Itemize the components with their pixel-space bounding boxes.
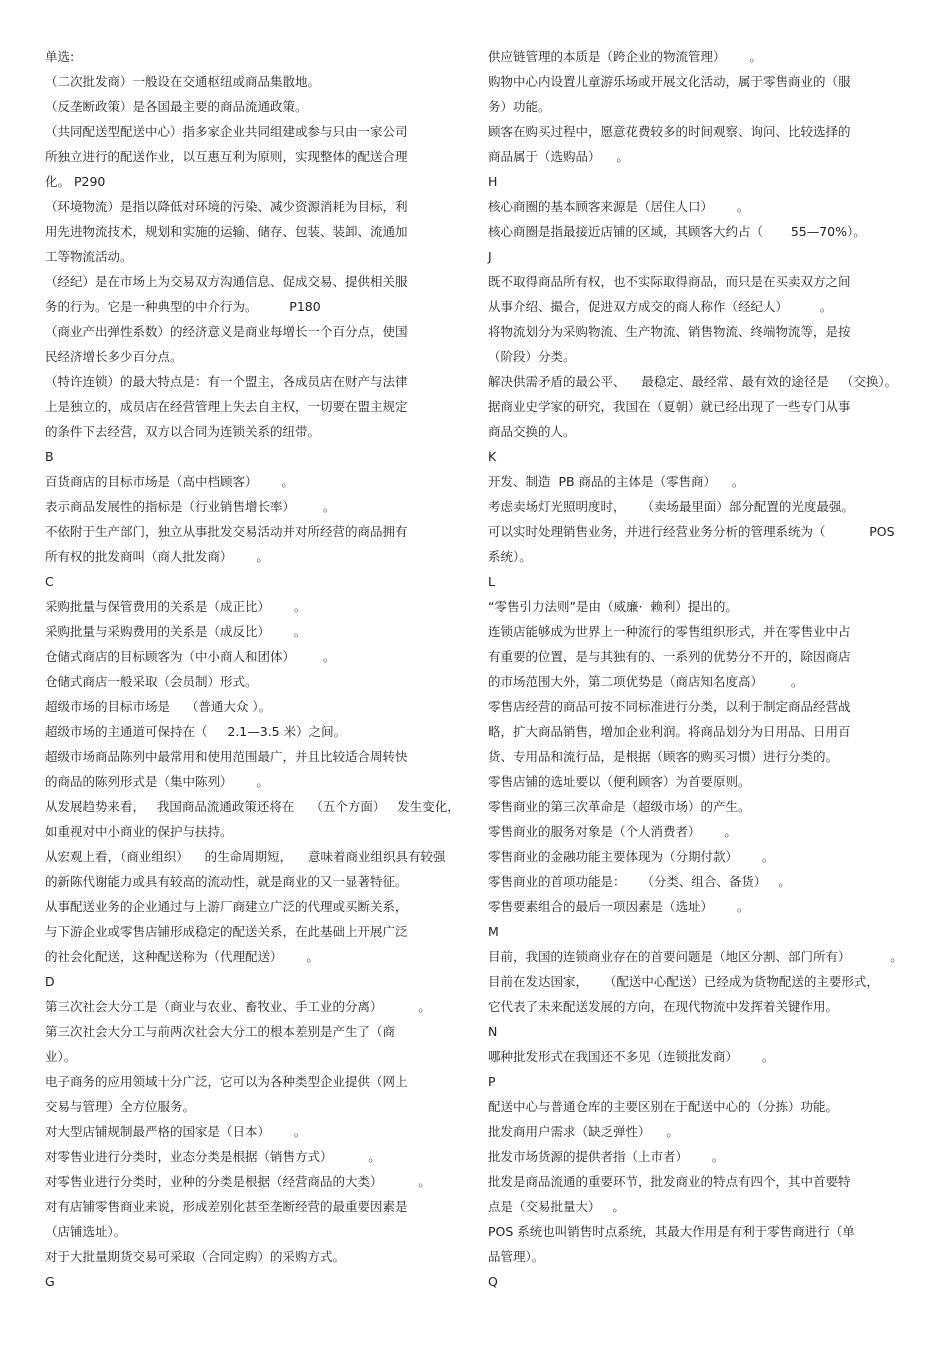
text-line: J: [488, 249, 492, 264]
text-line: 零售商业的第三次革命是（超级市场）的产生。: [488, 799, 751, 814]
text-line: M: [488, 924, 499, 939]
text-line: “零售引力法则”是由（威廉· 赖利）提出的。: [488, 599, 738, 614]
text-line: 的新陈代谢能力或具有较高的流动性，就是商业的又一显著特征。: [45, 874, 408, 889]
text-line: 单选:: [45, 49, 75, 64]
text-line: 如重视对中小商业的保护与扶持。: [45, 824, 233, 839]
text-line: 的社会化配送，这种配送称为（代理配送） 。: [45, 949, 319, 964]
text-line: 配送中心与普通仓库的主要区别在于配送中心的（分拣）功能。: [488, 1099, 839, 1114]
text-line: （店铺选址）。: [45, 1224, 127, 1239]
text-line: 采购批量与采购费用的关系是（成反比） 。: [45, 624, 307, 639]
text-line: 务的行为。它是一种典型的中介行为。 P180: [45, 299, 321, 314]
text-line: 超级市场商品陈列中最常用和使用范围最广，并且比较适合周转快: [45, 749, 408, 764]
text-line: 顾客在购买过程中，愿意花费较多的时间观察、询问、比较选择的: [488, 124, 851, 139]
text-line: 购物中心内设置儿童游乐场或开展文化活动，属于零售商业的（服: [488, 74, 851, 89]
text-line: 对于大批量期货交易可采取（合同定购）的采购方式。: [45, 1249, 346, 1264]
text-line: 零售店铺的选址要以（便利顾客）为首要原则。: [488, 774, 751, 789]
text-line: 交易与管理）全方位服务。: [45, 1099, 196, 1114]
text-line: K: [488, 449, 497, 464]
text-line: 连锁店能够成为世界上一种流行的零售组织形式，并在零售业中占: [488, 624, 851, 639]
text-line: 零售商业的首项功能是： （分类、组合、备货） 。: [488, 874, 791, 889]
text-line: N: [488, 1024, 498, 1039]
text-line: 对零售业进行分类时，业种的分类是根据（经营商品的大类） 。: [45, 1174, 431, 1189]
text-line: 的市场范围大外，第二项优势是（商店知名度高） 。: [488, 674, 804, 689]
text-line: 品管理）。: [488, 1249, 545, 1264]
text-line: 超级市场的目标市场是 （普通大众 ）。: [45, 699, 272, 714]
text-line: 工等物流活动。: [45, 249, 133, 264]
text-line: 电子商务的应用领域十分广泛，它可以为各种类型企业提供（网上: [45, 1074, 408, 1089]
text-line: 核心商圈的基本顾客来源是（居住人口） 。: [488, 199, 750, 214]
text-line: 所独立进行的配送作业，以互惠互利为原则，实现整体的配送合理: [45, 149, 408, 164]
text-line: 据商业史学家的研究，我国在（夏朝）就已经出现了一些专门从事: [488, 399, 851, 414]
text-line: 超级市场的主通道可保持在（ 2.1—3.5 米）之间。: [45, 724, 347, 739]
text-line: 对有店铺零售商业来说，形成差别化甚至垄断经营的最重要因素是: [45, 1199, 408, 1214]
text-line: P: [488, 1074, 496, 1089]
text-line: 第三次社会大分工是（商业与农业、畜牧业、手工业的分离） 。: [45, 999, 431, 1014]
text-line: 所有权的批发商叫（商人批发商） 。: [45, 549, 269, 564]
text-line: 采购批量与保管费用的关系是（成正比） 。: [45, 599, 307, 614]
text-line: （经纪）是在市场上为交易双方沟通信息、促成交易、提供相关服: [45, 274, 408, 289]
text-line: 可以实时处理销售业务，并进行经营业务分析的管理系统为（ POS: [488, 524, 895, 539]
text-line: C: [45, 574, 54, 589]
text-line: 的条件下去经营，双方以合同为连锁关系的纽带。: [45, 424, 321, 439]
text-line: 商品属于（选购品） 。: [488, 149, 629, 164]
text-line: 开发、制造 PB 商品的主体是（零售商） 。: [488, 474, 745, 489]
text-line: 务）功能。: [488, 99, 551, 114]
text-line: 用先进物流技术，规划和实施的运输、储存、包装、装卸、流通加: [45, 224, 408, 239]
text-line: 货、专用品和流行品，是根据（顾客的购买习惯）进行分类的。: [488, 749, 839, 764]
text-line: 从事配送业务的企业通过与上游厂商建立广泛的代理或买断关系，: [45, 899, 408, 914]
text-line: 它代表了未来配送发展的方向，在现代物流中发挥着关键作用。: [488, 999, 839, 1014]
text-line: 对大型店铺规制最严格的国家是（日本） 。: [45, 1124, 307, 1139]
text-line: 供应链管理的本质是（跨企业的物流管理） 。: [488, 49, 762, 64]
text-line: 略，扩大商品销售，增加企业利润。将商品划分为日用品、日用百: [488, 724, 851, 739]
text-line: 将物流划分为采购物流、生产物流、销售物流、终端物流等，是按: [488, 324, 851, 339]
text-line: 上是独立的，成员店在经营管理上失去自主权，一切要在盟主规定: [45, 399, 408, 414]
text-line: 零售要素组合的最后一项因素是（选址） 。: [488, 899, 750, 914]
text-line: L: [488, 574, 495, 589]
text-line: D: [45, 974, 55, 989]
text-line: 系统）。: [488, 549, 532, 564]
text-line: （商业产出弹性系数）的经济意义是商业每增长一个百分点，使国: [45, 324, 408, 339]
left-column: [45, 44, 465, 1294]
text-line: 零售商业的金融功能主要体现为（分期付款） 。: [488, 849, 775, 864]
text-line: H: [488, 174, 498, 189]
text-line: 目前，我国的连锁商业存在的首要问题是（地区分割、部门所有） 。: [488, 949, 903, 964]
text-line: （反垄断政策）是各国最主要的商品流通政策。: [45, 99, 308, 114]
text-line: 有重要的位置，是与其独有的、一系列的优势分不开的，除因商店: [488, 649, 851, 664]
text-line: 解决供需矛盾的最公平、 最稳定、最经常、最有效的途径是 （交换）。: [488, 374, 898, 389]
text-line: （阶段）分类。: [488, 349, 576, 364]
text-line: 批发市场货源的提供者指（上市者） 。: [488, 1149, 725, 1164]
text-line: Q: [488, 1274, 498, 1289]
text-line: 与下游企业或零售店铺形成稳定的配送关系，在此基础上开展广泛: [45, 924, 408, 939]
text-line: 仓储式商店的目标顾客为（中小商人和团体） 。: [45, 649, 336, 664]
text-line: 第三次社会大分工与前两次社会大分工的根本差别是产生了（商: [45, 1024, 396, 1039]
text-line: 从发展趋势来看， 我国商品流通政策还将在 （五个方面） 发生变化，: [45, 799, 460, 814]
text-line: （共同配送型配送中心）指多家企业共同组建或参与只由一家公司: [45, 124, 408, 139]
text-line: 仓储式商店一般采取（会员制）形式。: [45, 674, 258, 689]
text-line: 既不取得商品所有权，也不实际取得商品，而只是在买卖双方之间: [488, 274, 851, 289]
text-line: 目前在发达国家， （配送中心配送）已经成为货物配送的主要形式，: [488, 974, 879, 989]
text-line: G: [45, 1274, 55, 1289]
text-line: 从宏观上看，（商业组织） 的生命周期短， 意味着商业组织具有较强: [45, 849, 446, 864]
right-column: [488, 44, 918, 1294]
text-line: 民经济增长多少百分点。: [45, 349, 183, 364]
text-line: 表示商品发展性的指标是（行业销售增长率） 。: [45, 499, 336, 514]
text-line: 商品交换的人。: [488, 424, 576, 439]
text-line: 考虑卖场灯光照明度时， （卖场最里面）部分配置的光度最强。: [488, 499, 854, 514]
text-line: 核心商圈是指最接近店铺的区域，其顾客大约占（ 55—70%）。: [488, 224, 866, 239]
text-line: 业）。: [45, 1049, 77, 1064]
text-line: （二次批发商）一般设在交通枢纽或商品集散地。: [45, 74, 321, 89]
text-line: 批发商用户需求（缺乏弹性） 。: [488, 1124, 679, 1139]
text-line: （环境物流）是指以降低对环境的污染、减少资源消耗为目标，利: [45, 199, 408, 214]
text-line: 不依附于生产部门，独立从事批发交易活动并对所经营的商品拥有: [45, 524, 408, 539]
text-line: 百货商店的目标市场是（高中档顾客） 。: [45, 474, 294, 489]
text-line: 对零售业进行分类时，业态分类是根据（销售方式） 。: [45, 1149, 381, 1164]
text-line: 零售商业的服务对象是（个人消费者） 。: [488, 824, 737, 839]
text-line: B: [45, 449, 54, 464]
text-line: 的商品的陈列形式是（集中陈列） 。: [45, 774, 269, 789]
text-line: （特许连锁）的最大特点是：有一个盟主，各成员店在财产与法律: [45, 374, 408, 389]
text-line: 零售店经营的商品可按不同标准进行分类，以利于制定商品经营战: [488, 699, 851, 714]
text-line: 化。 P290: [45, 174, 106, 189]
text-line: 哪种批发形式在我国还不多见（连锁批发商） 。: [488, 1049, 775, 1064]
text-line: 点是（交易批量大） 。: [488, 1199, 625, 1214]
text-line: POS 系统也叫销售时点系统，其最大作用是有利于零售商进行（单: [488, 1224, 855, 1239]
text-line: 批发是商品流通的重要环节，批发商业的特点有四个，其中首要特: [488, 1174, 851, 1189]
text-line: 从事介绍、撮合，促进双方成交的商人称作（经纪人） 。: [488, 299, 833, 314]
